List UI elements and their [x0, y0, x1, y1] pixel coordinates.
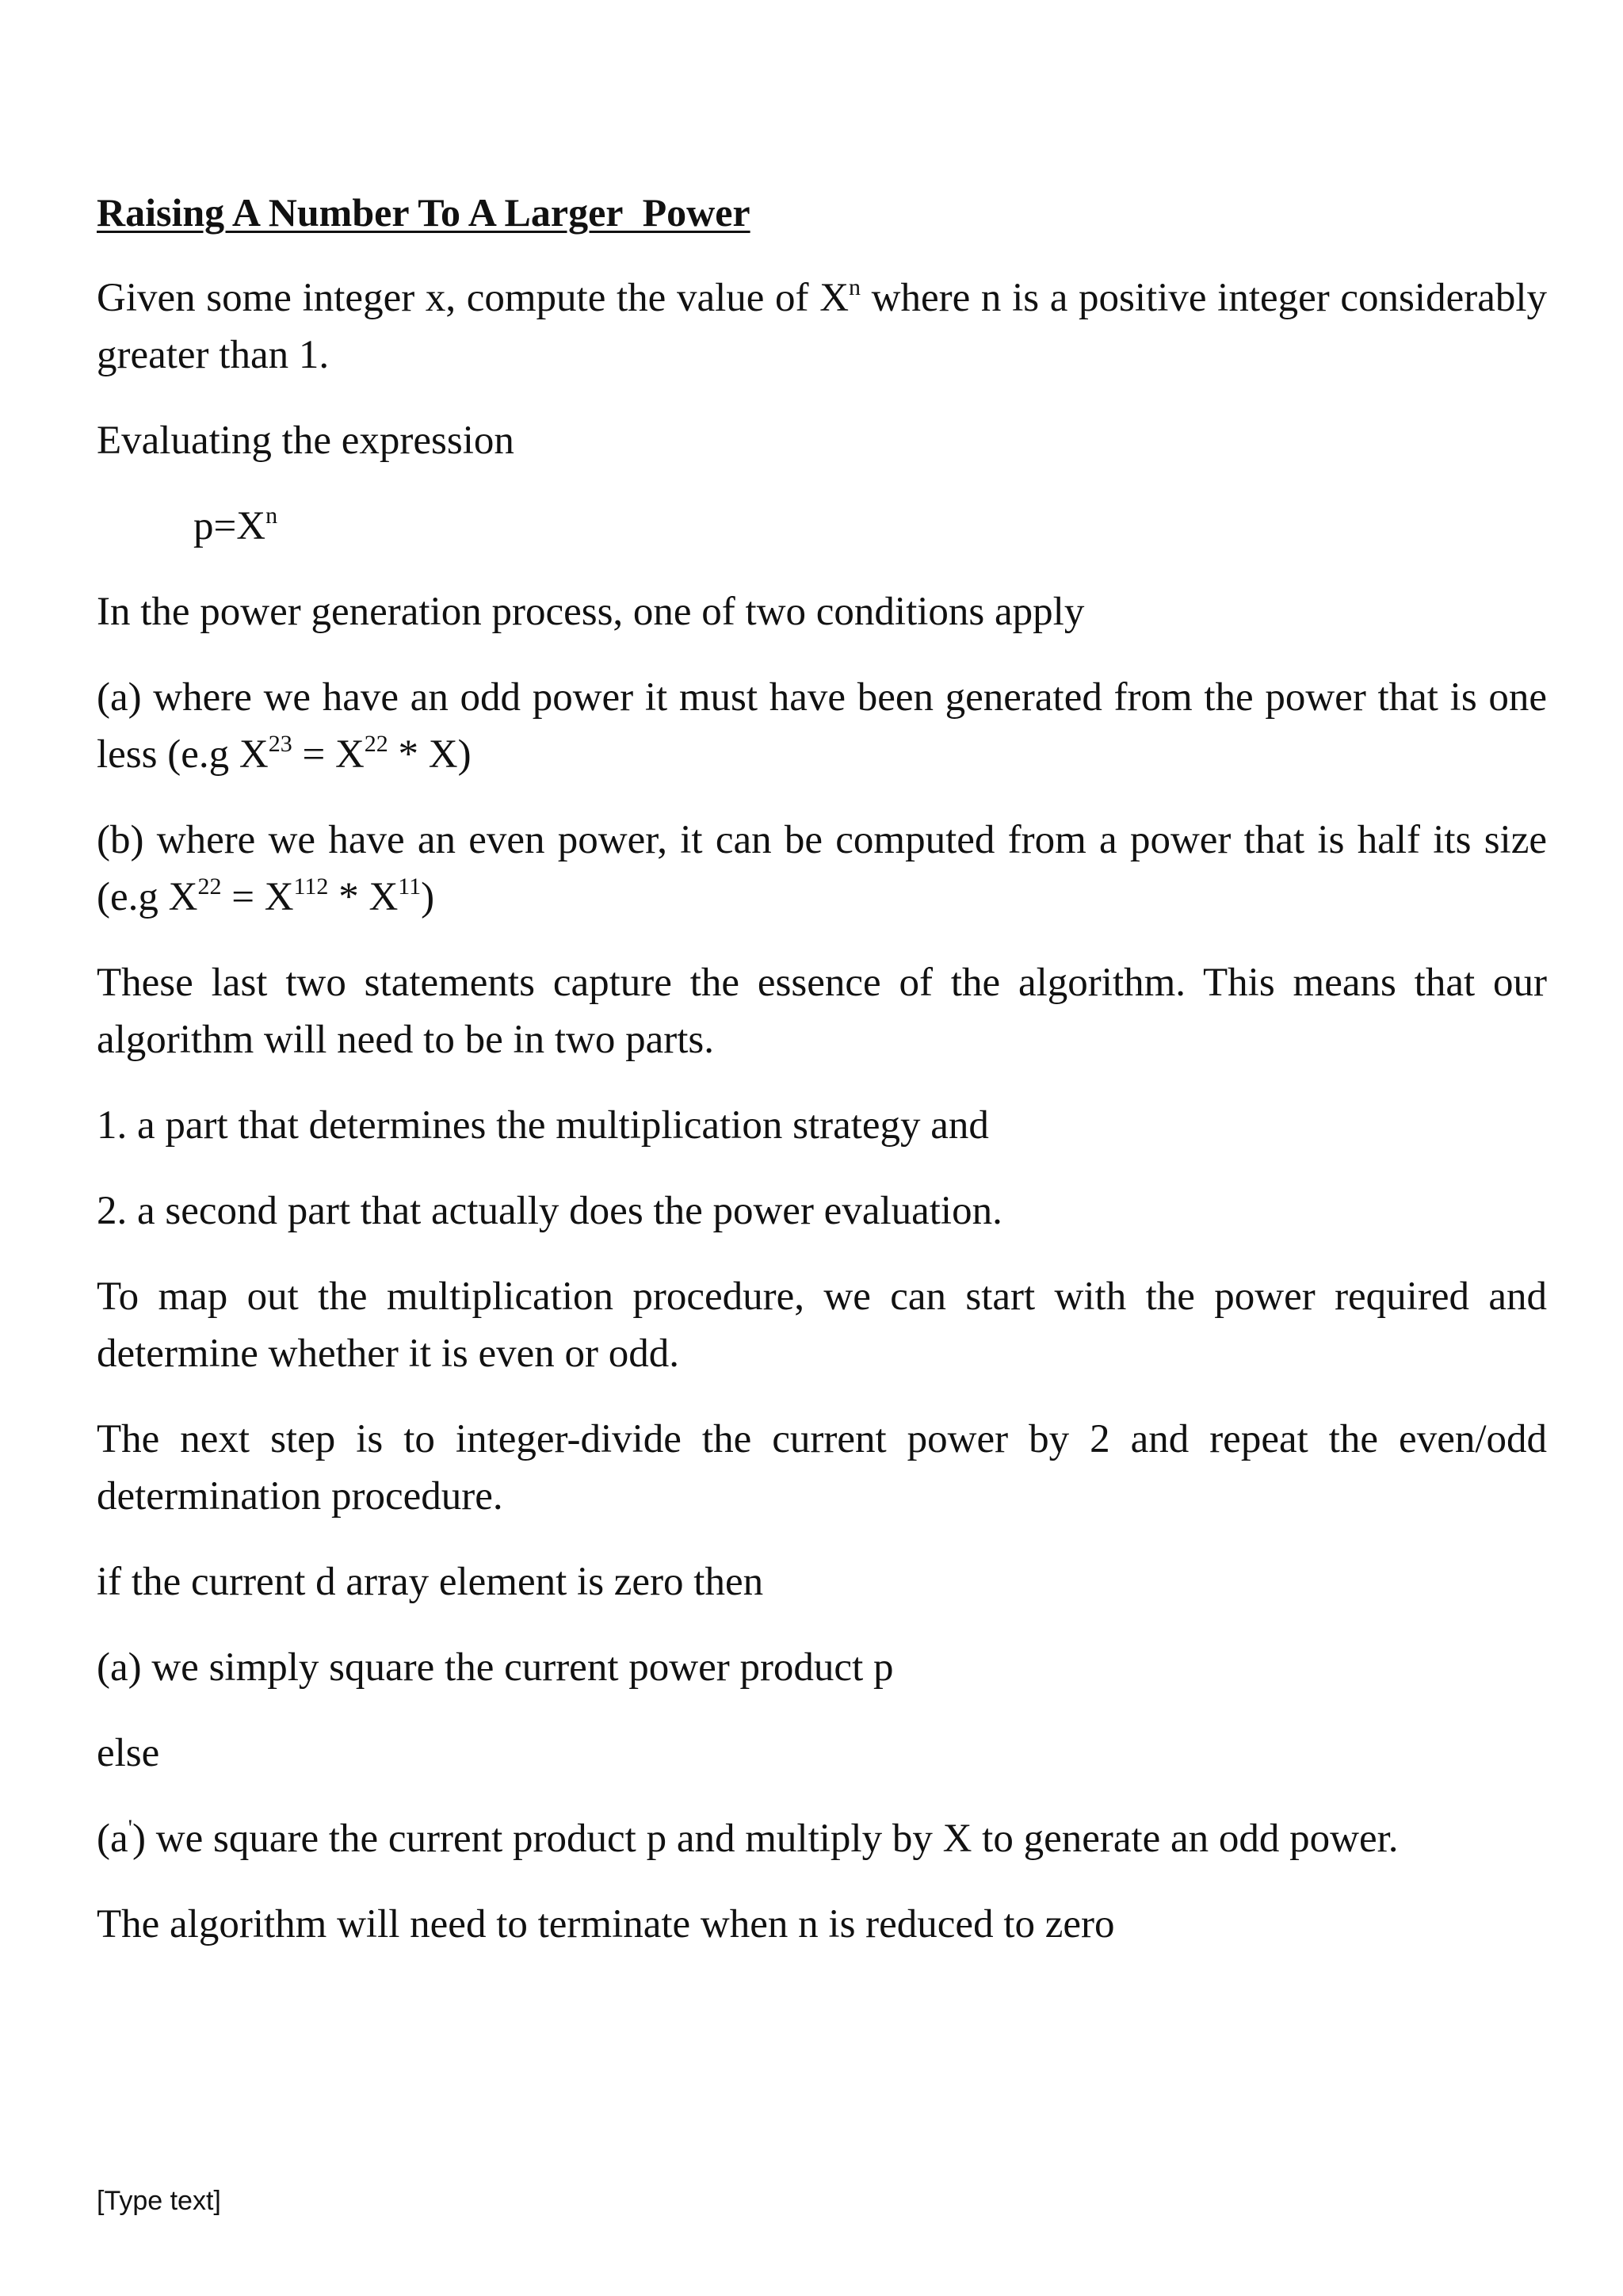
map-out-paragraph: To map out the multiplication procedure, we can start with the power required and determine whether it is even or odd.	[97, 1274, 1547, 1376]
case-a-line: (a) we simply square the current power product p	[97, 1645, 894, 1690]
condition-b-end: )	[421, 874, 435, 919]
list-item-part2: 2. a second part that actually does the power evaluation.	[97, 1188, 1002, 1233]
condition-b-sup3: 11	[398, 873, 422, 900]
page-title: Raising A Number To A Larger Power	[97, 190, 750, 235]
condition-b-sup1: 22	[197, 873, 222, 900]
next-step-paragraph: The next step is to integer-divide the current power by 2 and repeat the even/odd determination procedure.	[97, 1416, 1547, 1519]
conditions-intro-paragraph: In the power generation process, one of two conditions apply	[97, 589, 1085, 634]
intro-text-a: Given some integer x, compute the value of X	[97, 275, 850, 320]
condition-a-sup1: 23	[268, 730, 292, 757]
case-a-prime-line	[97, 1810, 1547, 1867]
terminate-paragraph: The algorithm will need to terminate when n is reduced to zero	[97, 1901, 1115, 1946]
condition-b-paragraph	[97, 812, 1547, 926]
case-a-prime-pre: (a	[97, 1816, 128, 1861]
expression-base: p=X	[193, 503, 266, 548]
condition-b-mid2: * X	[328, 874, 399, 919]
condition-a-end: * X)	[388, 732, 472, 777]
else-line: else	[97, 1730, 160, 1775]
condition-b-text: (b) where we have an even power, it can be computed from a power that is half its size (e.g X	[97, 817, 1547, 919]
condition-b-mid: = X	[221, 874, 294, 919]
condition-a-mid: = X	[292, 732, 365, 777]
condition-a-paragraph	[97, 669, 1547, 783]
intro-superscript: n	[849, 273, 861, 300]
condition-a-text: (a) where we have an odd power it must have been generated from the power that is one less (e.g X	[97, 674, 1547, 777]
footer-placeholder-text: [Type text]	[97, 2186, 221, 2216]
case-a-prime-sup: '	[128, 1814, 133, 1841]
intro-paragraph	[97, 269, 1547, 384]
condition-a-sup2: 22	[364, 730, 388, 757]
expression-line	[97, 498, 1547, 555]
list-item-part1: 1. a part that determines the multiplication strategy and	[97, 1102, 989, 1148]
condition-b-sup2: 112	[293, 873, 329, 900]
if-line: if the current d array element is zero then	[97, 1559, 764, 1604]
document-body	[97, 190, 1547, 1981]
expression-superscript: n	[265, 502, 278, 529]
case-a-prime-post: ) we square the current product p and multiply by X to generate an odd power.	[132, 1816, 1399, 1861]
intro-text-b: where n is a positive integer considerably greater than 1.	[97, 275, 1547, 377]
evaluating-paragraph: Evaluating the expression	[97, 418, 514, 463]
essence-paragraph: These last two statements capture the essence of the algorithm. This means that our algorithm will need to be in two parts.	[97, 960, 1547, 1062]
